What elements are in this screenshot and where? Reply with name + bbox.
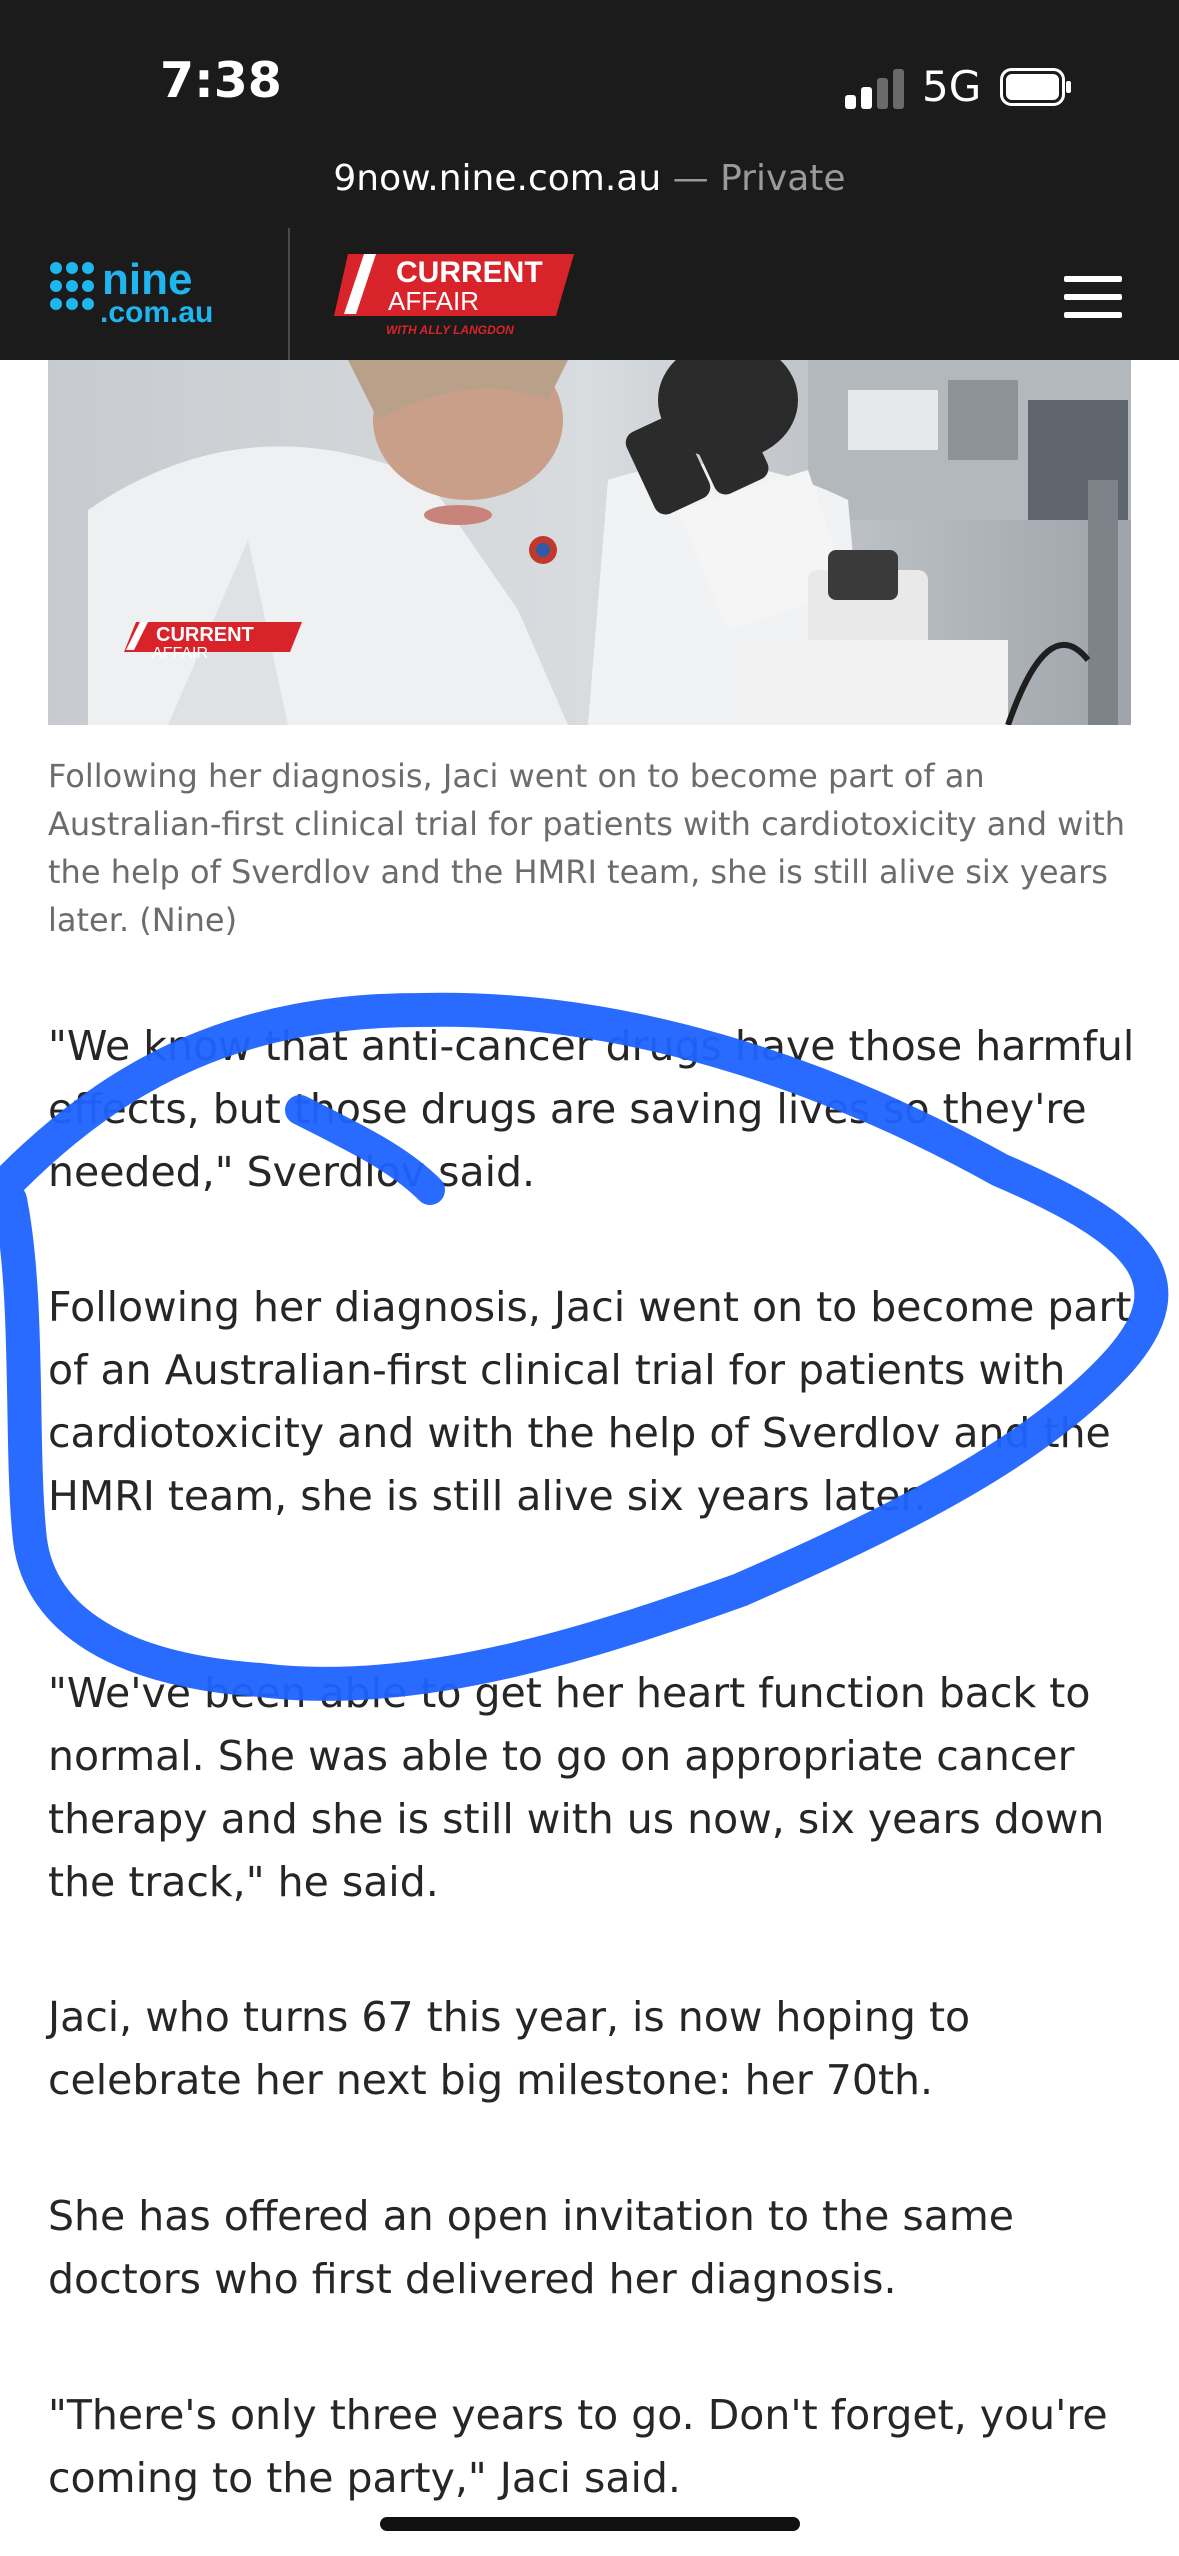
network-type: 5G (922, 62, 982, 111)
status-time: 7:38 (160, 52, 282, 109)
header-divider (288, 228, 290, 360)
svg-text:nine: nine (102, 258, 193, 304)
article-paragraph: Jaci, who turns 67 this year, is now hoping to celebrate her next big milestone: her 70th. (48, 1993, 971, 2104)
article-paragraph: "We've been able to get her heart function back to normal. She was able to go on appropriate cancer therapy and she is still with us now, six years down the track," he said. (48, 1669, 1105, 1906)
url-host: 9now.nine.com.au (333, 158, 662, 199)
article-paragraph: "There's only three years to go. Don't forget, you're coming to the party," Jaci said. (48, 2391, 1108, 2502)
site-header (0, 0, 1179, 360)
article-paragraph: Following her diagnosis, Jaci went on to become part of an Australian-first clinical trial for patients with cardiotoxicity and with the help of Sverdlov and the HMRI team, she is still alive six years later. (48, 1283, 1132, 1520)
a-current-affair-logo[interactable] (334, 248, 574, 338)
battery-icon (1000, 68, 1072, 106)
private-mode-label: Private (720, 158, 846, 199)
svg-text:WITH ALLY LANGDON: WITH ALLY LANGDON (386, 323, 514, 337)
nine-logo[interactable] (48, 258, 248, 328)
svg-text:AFFAIR: AFFAIR (152, 645, 209, 662)
home-indicator[interactable] (380, 2517, 800, 2531)
svg-text:AFFAIR: AFFAIR (388, 286, 480, 316)
lab-microscope-image (48, 360, 1131, 725)
address-bar[interactable] (0, 158, 1179, 199)
svg-text:CURRENT: CURRENT (156, 624, 254, 646)
hamburger-menu-icon[interactable] (1064, 276, 1122, 318)
svg-text:CURRENT: CURRENT (396, 256, 543, 289)
article-paragraph: "We know that anti-cancer drugs have those harmful effects, but those drugs are saving lives so they're needed," Sverdlov said. (48, 1022, 1135, 1196)
svg-text:.com.au: .com.au (100, 296, 214, 328)
article-paragraph: She has offered an open invitation to the same doctors who first delivered her diagnosis. (48, 2192, 1015, 2303)
article-photo (48, 360, 1131, 725)
cellular-signal-icon (845, 67, 905, 109)
url-separator: — (661, 158, 721, 199)
photo-caption: Following her diagnosis, Jaci went on to become part of an Australian-first clinical trial for patients with cardiotoxicity and with the help of Sverdlov and the HMRI team, she is still alive six years later. (Nine) (48, 757, 1126, 939)
